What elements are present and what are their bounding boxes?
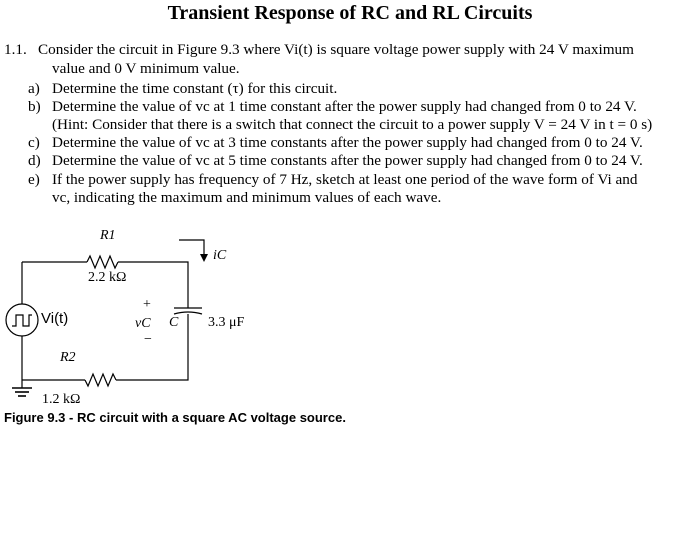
- item-label: b): [28, 98, 41, 115]
- resistor-r1: [87, 256, 118, 268]
- item-text: If the power supply has frequency of 7 Hz, sketch at least one period of the wave form of Vi and: [52, 171, 638, 188]
- item-text: Determine the time constant (τ) for this circuit.: [52, 80, 338, 97]
- current-arrow-head: [200, 254, 208, 262]
- item-b-hint: (Hint: Consider that there is a switch that connect the circuit to a power supply V = 24 V in t = 0 s): [52, 116, 653, 133]
- current-arrow-bracket: [179, 240, 204, 258]
- capacitor-plate-bottom: [174, 312, 202, 314]
- item-e-cont: vc, indicating the maximum and minimum values of each wave.: [52, 189, 442, 206]
- resistor-r2: [85, 374, 116, 386]
- vc-plus: +: [143, 297, 151, 312]
- vc-minus: −: [144, 332, 152, 347]
- cap-label: C: [169, 315, 179, 330]
- vc-label: vC: [135, 316, 151, 331]
- wire-top-right: [118, 262, 188, 308]
- page-title: Transient Response of RC and RL Circuits: [167, 2, 533, 24]
- item-text: Determine the value of vc at 1 time constant after the power supply had changed from 0 to 24 V.: [52, 98, 637, 115]
- ic-label: iC: [213, 248, 227, 263]
- item-label: c): [28, 134, 40, 151]
- item-label: e): [28, 171, 40, 188]
- r1-value: 2.2 kΩ: [88, 270, 127, 285]
- r2-value: 1.2 kΩ: [42, 392, 81, 407]
- square-wave-icon: [12, 315, 32, 326]
- voltage-source: [6, 304, 38, 336]
- r1-label: R1: [100, 228, 116, 243]
- source-label: Vi(t): [41, 310, 69, 327]
- item-label: a): [28, 80, 40, 97]
- item-text: Determine the value of vc at 5 time constants after the power supply had changed from 0 to 24 V.: [52, 152, 643, 169]
- question-number: 1.1.: [4, 41, 27, 58]
- question-text-line2: value and 0 V minimum value.: [52, 60, 240, 77]
- r2-label: R2: [60, 350, 76, 365]
- item-text: Determine the value of vc at 3 time constants after the power supply had changed from 0 to 24 V.: [52, 134, 643, 151]
- cap-value: 3.3 μF: [208, 315, 245, 330]
- item-label: d): [28, 152, 41, 169]
- ground-icon: [12, 388, 32, 396]
- figure-caption: Figure 9.3 - RC circuit with a square AC voltage source.: [4, 410, 346, 425]
- question-text-line1: Consider the circuit in Figure 9.3 where Vi(t) is square voltage power supply with 24 V maximum: [38, 41, 634, 58]
